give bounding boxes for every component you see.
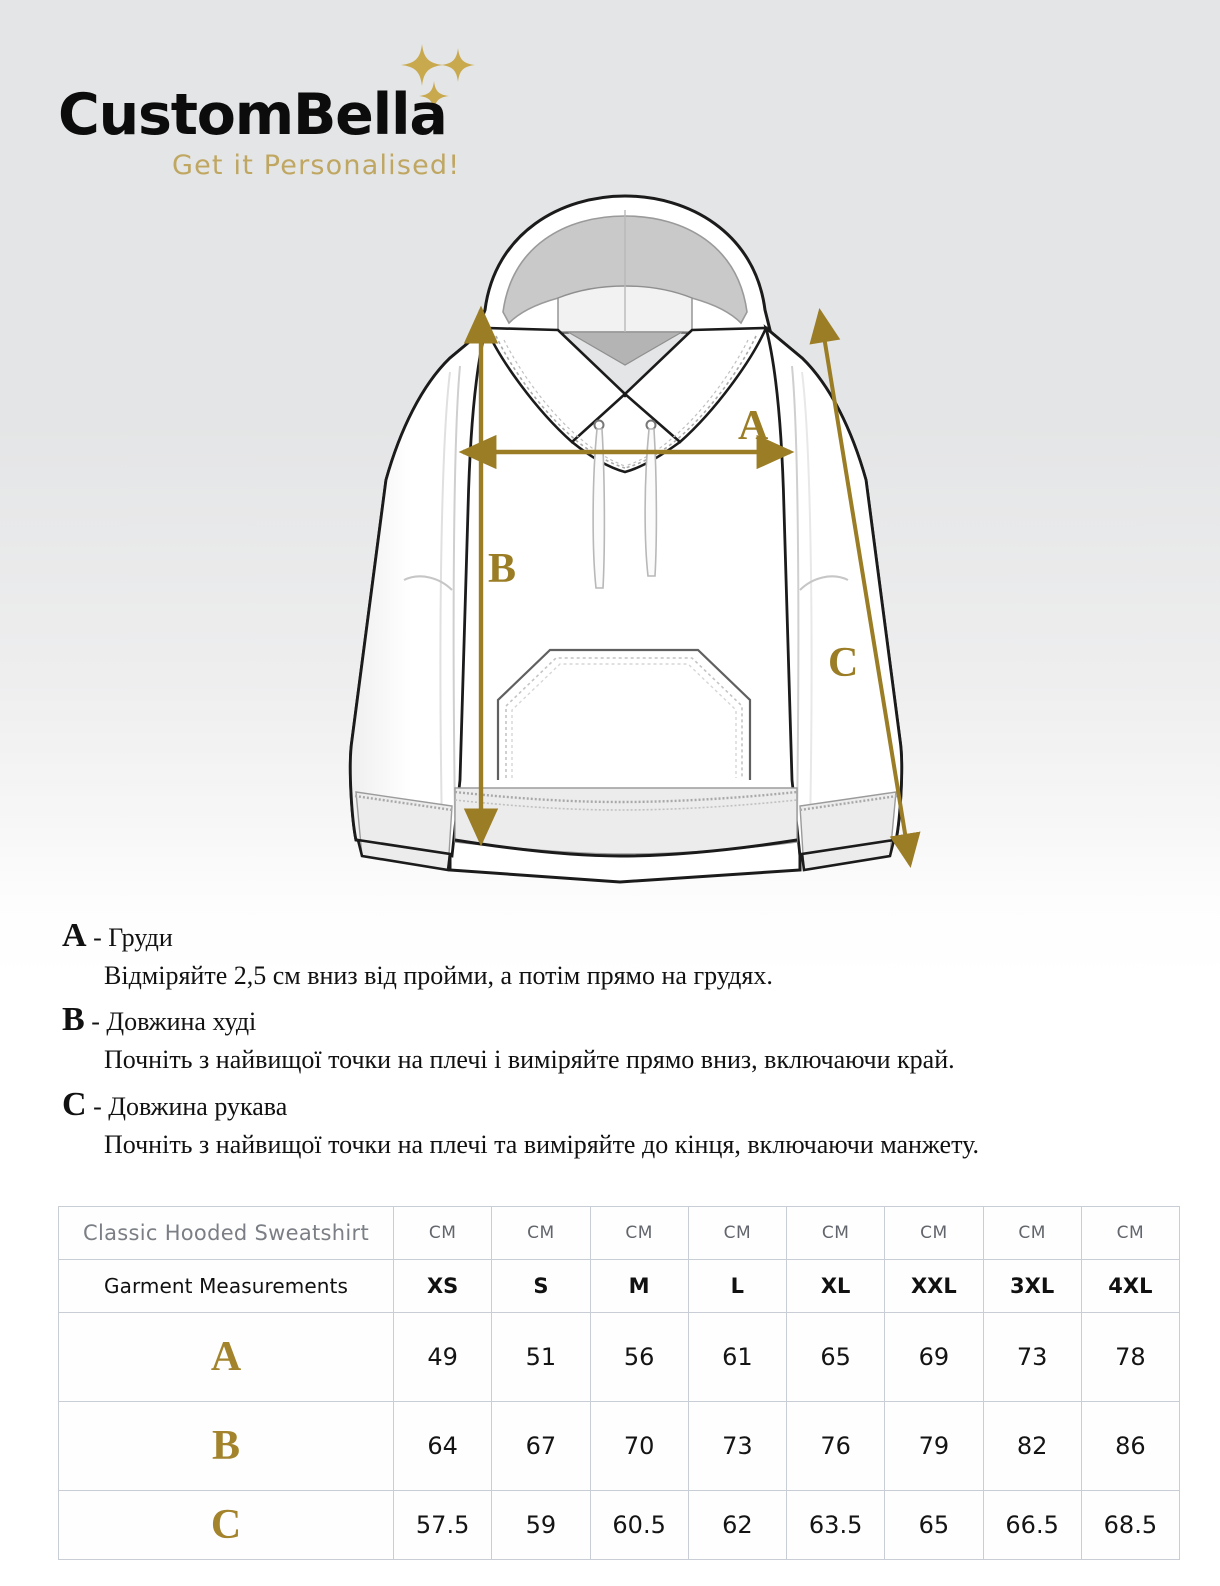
data-value: 68.5 [1103, 1511, 1158, 1539]
instruction-b [62, 1000, 1162, 1075]
table-cell-c-3xl [983, 1491, 1081, 1560]
garment-measurements-text: Garment Measurements [103, 1274, 348, 1298]
size-chart-table-wrapper [58, 1206, 1158, 1560]
data-value: 49 [427, 1343, 458, 1371]
instruction-b-body: Почніть з найвищої точки на плечі і виміряйте прямо вниз, включаючи край. [104, 1045, 955, 1075]
data-value: 70 [623, 1432, 655, 1460]
row-letter-b: B [211, 1423, 240, 1469]
data-value: 62 [722, 1511, 753, 1539]
unit-text: CM [723, 1223, 752, 1243]
table-cell-size-4xl [1081, 1260, 1179, 1313]
table-cell-b-4xl [1081, 1402, 1179, 1491]
table-cell-unit-l [688, 1207, 786, 1260]
data-value: 79 [918, 1432, 950, 1460]
row-letter-c: C [210, 1502, 242, 1548]
table-row-title [59, 1207, 1180, 1260]
table-cell-a-xxl [885, 1313, 983, 1402]
size-label: M [628, 1274, 650, 1298]
data-value: 56 [623, 1343, 655, 1371]
brand-wordmark: CustomBella [58, 82, 447, 148]
table-row-sizes [59, 1260, 1180, 1313]
size-label: S [533, 1274, 549, 1298]
table-cell-c-xl [787, 1491, 885, 1560]
data-value: 67 [525, 1432, 557, 1460]
table-cell-size-xl [787, 1260, 885, 1313]
table-cell-b-3xl [983, 1402, 1081, 1491]
table-cell-rowlabel-a [59, 1313, 394, 1402]
data-value: 86 [1115, 1432, 1146, 1460]
size-label: XL [820, 1274, 851, 1298]
table-cell-unit-s [492, 1207, 590, 1260]
size-label: 4XL [1108, 1274, 1153, 1298]
table-cell-unit-3xl [983, 1207, 1081, 1260]
table-cell-rowlabel-c [59, 1491, 394, 1560]
instruction-b-key: B [62, 1001, 85, 1039]
instruction-c-body: Почніть з найвищої точки на плечі та виміряйте до кінця, включаючи манжету. [104, 1129, 980, 1159]
data-value: 66.5 [1005, 1511, 1059, 1539]
data-value: 59 [525, 1511, 557, 1539]
data-value: 76 [820, 1432, 851, 1460]
table-cell-unit-xs [394, 1207, 492, 1260]
table-cell-product-title [59, 1207, 394, 1260]
data-value: 65 [820, 1343, 851, 1371]
measure-label-b: B [488, 546, 517, 592]
instruction-a-key: A [62, 917, 87, 954]
data-value: 82 [1016, 1432, 1048, 1460]
data-value: 78 [1115, 1343, 1146, 1371]
table-cell-garment-measurements [59, 1260, 394, 1313]
table-cell-size-s [492, 1260, 590, 1313]
table-cell-b-xl [787, 1402, 885, 1491]
table-cell-b-xxl [885, 1402, 983, 1491]
table-cell-c-xs [394, 1491, 492, 1560]
table-cell-a-xs [394, 1313, 492, 1402]
brand-logo [56, 44, 476, 194]
row-letter-a: A [210, 1334, 242, 1380]
instruction-a-dash: - [86, 923, 109, 952]
table-cell-unit-xl [787, 1207, 885, 1260]
table-cell-a-4xl [1081, 1313, 1179, 1402]
instruction-a-body: Відміряйте 2,5 см вниз від пройми, а потім прямо на грудях. [104, 961, 773, 991]
sparkle-star-icon [401, 44, 443, 86]
table-cell-c-l [688, 1491, 786, 1560]
hoodie-illustration [300, 180, 940, 900]
data-value: 69 [918, 1343, 950, 1371]
instruction-a [62, 916, 1162, 991]
table-cell-unit-xxl [885, 1207, 983, 1260]
table-row-a [59, 1313, 1180, 1402]
measure-label-c: C [828, 640, 859, 686]
table-cell-b-l [688, 1402, 786, 1491]
table-cell-size-xxl [885, 1260, 983, 1313]
data-value: 63.5 [808, 1511, 863, 1539]
size-chart-table [58, 1206, 1180, 1560]
instruction-c-heading [62, 1085, 1162, 1125]
table-cell-b-s [492, 1402, 590, 1491]
table-cell-a-xl [787, 1313, 885, 1402]
instruction-b-dash: - [84, 1007, 107, 1037]
data-value: 73 [1016, 1343, 1048, 1371]
data-value: 57.5 [415, 1511, 470, 1539]
size-label: XS [426, 1274, 459, 1298]
table-cell-c-m [590, 1491, 688, 1560]
table-cell-b-xs [394, 1402, 492, 1491]
unit-text: CM [821, 1223, 850, 1243]
table-cell-size-xs [394, 1260, 492, 1313]
table-cell-size-3xl [983, 1260, 1081, 1313]
size-label: XXL [910, 1274, 957, 1298]
unit-text: CM [527, 1223, 555, 1243]
instruction-c-key: C [62, 1085, 87, 1123]
data-value: 60.5 [612, 1511, 666, 1539]
table-cell-size-l [688, 1260, 786, 1313]
instruction-b-heading [62, 1000, 1162, 1040]
table-cell-c-4xl [1081, 1491, 1179, 1560]
data-value: 73 [722, 1432, 753, 1460]
measurement-instructions [62, 916, 1162, 1169]
sparkle-star-icon [441, 48, 475, 82]
table-row-c [59, 1491, 1180, 1560]
table-cell-a-m [590, 1313, 688, 1402]
table-cell-c-xxl [885, 1491, 983, 1560]
table-row-b [59, 1402, 1180, 1491]
table-cell-b-m [590, 1402, 688, 1491]
data-value: 51 [525, 1343, 557, 1371]
hoodie-body-shape [350, 196, 901, 882]
unit-text: CM [1018, 1223, 1046, 1243]
instruction-c [62, 1085, 1162, 1160]
size-label: 3XL [1010, 1274, 1055, 1298]
table-cell-unit-4xl [1081, 1207, 1179, 1260]
data-value: 61 [722, 1343, 753, 1371]
table-cell-unit-m [590, 1207, 688, 1260]
table-cell-a-s [492, 1313, 590, 1402]
table-cell-a-3xl [983, 1313, 1081, 1402]
data-value: 65 [918, 1511, 950, 1539]
unit-text: CM [625, 1223, 653, 1243]
unit-text: CM [920, 1223, 948, 1243]
unit-text: CM [1116, 1223, 1145, 1243]
table-cell-size-m [590, 1260, 688, 1313]
instruction-c-title: Довжина рукава [108, 1091, 288, 1121]
instruction-c-dash: - [86, 1091, 109, 1121]
table-cell-c-s [492, 1491, 590, 1560]
measure-label-a: A [738, 403, 769, 449]
table-cell-a-l [688, 1313, 786, 1402]
table-cell-rowlabel-b [59, 1402, 394, 1491]
product-title-text: Classic Hooded Sweatshirt [82, 1221, 370, 1245]
unit-text: CM [428, 1223, 457, 1243]
instruction-a-title: Груди [108, 923, 173, 952]
instruction-b-title: Довжина худі [106, 1007, 257, 1037]
size-label: L [730, 1274, 745, 1298]
brand-tagline: Get it Personalised! [172, 150, 461, 181]
data-value: 64 [427, 1432, 458, 1460]
instruction-a-heading [62, 916, 1162, 956]
